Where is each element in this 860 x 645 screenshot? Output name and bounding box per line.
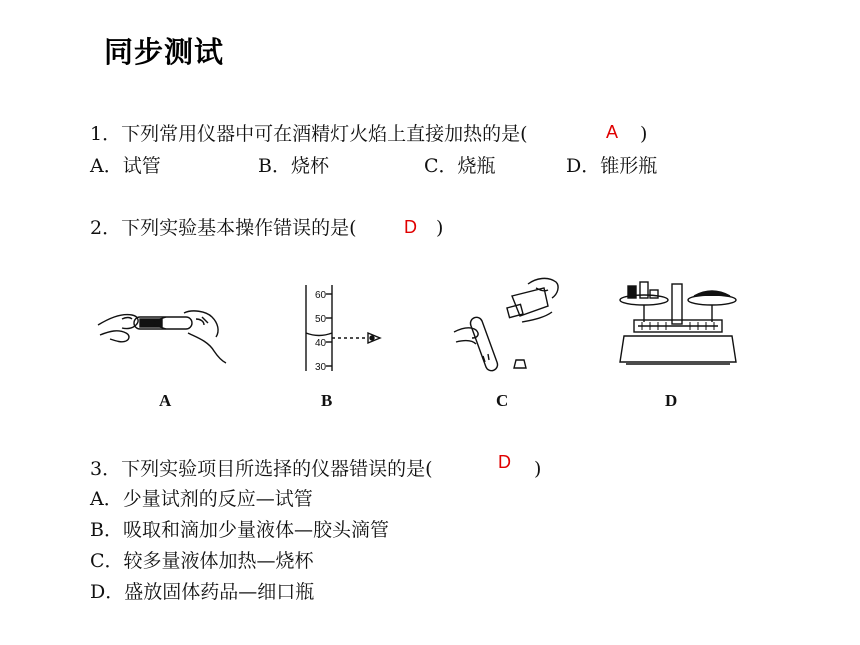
q2-stem: 2．下列实验基本操作错误的是( (90, 217, 357, 239)
q2-close-paren: ) (436, 217, 444, 239)
q1-option-c: C．烧瓶 (424, 155, 496, 177)
cylinder-tick-60: 60 (315, 290, 327, 301)
q3-option-b: B．吸取和滴加少量液体—胶头滴管 (90, 519, 389, 541)
figure-c-adding-reagent (452, 276, 562, 376)
q1-close-paren: ) (640, 123, 648, 145)
q3-answer: D (498, 452, 511, 472)
q2-answer: D (404, 217, 417, 237)
figure-a-test-tube-heating (96, 295, 231, 365)
q3-stem: 3．下列实验项目所选择的仪器错误的是( (90, 458, 433, 480)
cylinder-tick-40: 40 (315, 338, 327, 349)
figure-label-c: C (496, 391, 509, 410)
q1-option-b: B．烧杯 (258, 155, 329, 177)
q1-option-d: D．锥形瓶 (566, 155, 658, 177)
q1-option-a: A．试管 (90, 155, 161, 177)
q3-option-c: C．较多量液体加热—烧杯 (90, 550, 314, 572)
cylinder-tick-30: 30 (315, 362, 327, 373)
figure-label-a: A (159, 391, 172, 410)
figure-label-d: D (665, 391, 678, 410)
q1-stem: 1．下列常用仪器中可在酒精灯火焰上直接加热的是( (90, 123, 528, 145)
page-title: 同步测试 (104, 35, 225, 69)
figure-b-graduated-cylinder (298, 283, 388, 373)
q3-option-a: A．少量试剂的反应—试管 (90, 488, 313, 510)
cylinder-tick-50: 50 (315, 314, 327, 325)
figure-label-b: B (321, 391, 333, 410)
q1-answer: A (606, 122, 619, 142)
q3-close-paren: ) (534, 458, 542, 480)
figure-d-balance-scale (614, 276, 740, 370)
q3-option-d: D．盛放固体药品—细口瓶 (90, 581, 315, 603)
